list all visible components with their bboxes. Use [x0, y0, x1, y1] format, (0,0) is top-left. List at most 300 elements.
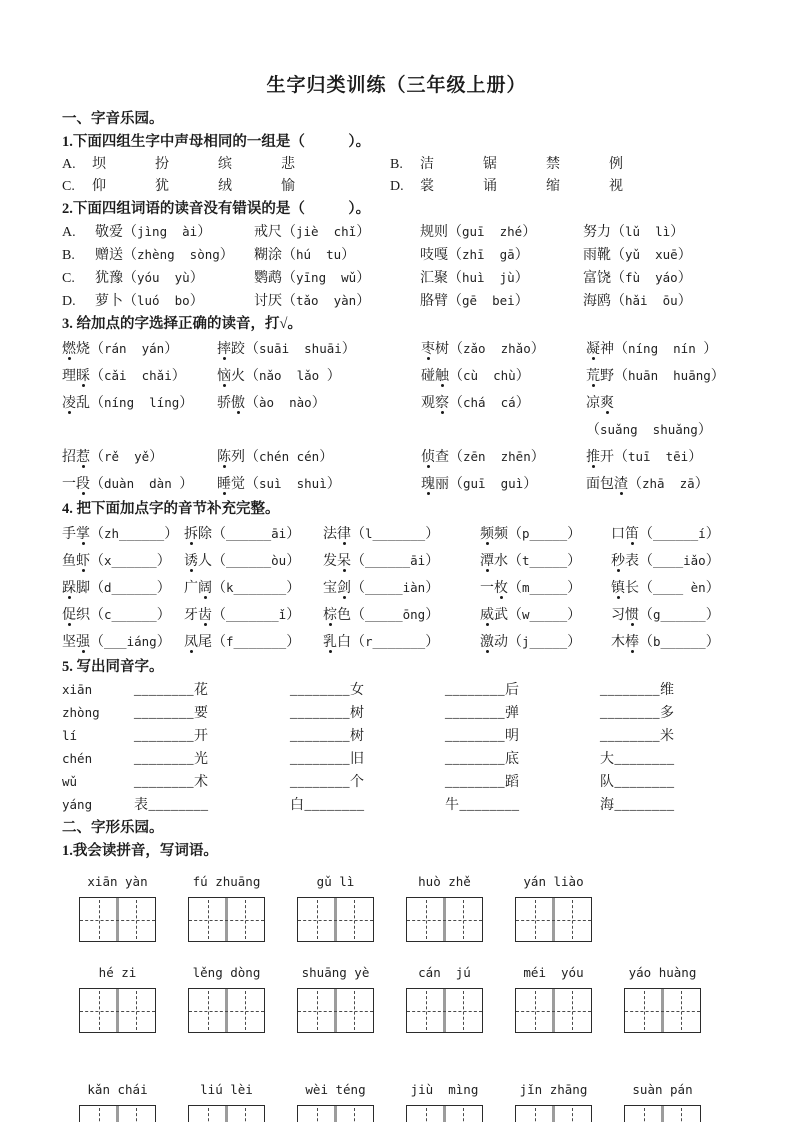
q2-item: 敬爱（jìng ài）	[95, 224, 212, 240]
writing-grid	[624, 988, 701, 1033]
writing-grid	[515, 897, 592, 942]
dotted-char: 跺	[62, 581, 76, 596]
dotted-char: 剑	[337, 581, 351, 596]
pinyin: c______	[104, 607, 157, 622]
pinyin: lǔ lì	[625, 224, 671, 239]
pinyin: ______òu	[226, 553, 287, 568]
hanzi-char: 锯	[483, 157, 497, 172]
q3-item: 推开（tuī tēi）	[586, 449, 703, 465]
dotted-char: 睬	[76, 369, 90, 384]
q2-header: 2.下面四组词语的读音没有错误的是（ ）。	[62, 201, 371, 217]
grid-pinyin: hé zi	[98, 965, 137, 980]
char: 豫	[109, 271, 123, 286]
q4-row	[62, 521, 731, 548]
grid-line	[116, 1106, 119, 1122]
word	[184, 527, 212, 542]
pinyin: k_______	[226, 580, 287, 595]
q1-option	[62, 154, 390, 176]
grid-line	[681, 1108, 682, 1122]
q3-item: 枣树（zǎo zhǎo）	[421, 341, 545, 357]
word	[583, 271, 611, 286]
option-label: A.	[62, 157, 76, 172]
q4-header: 4. 把下面加点字的音节补充完整。	[62, 501, 280, 517]
word	[217, 369, 245, 384]
dotted-char: 凌	[62, 396, 76, 411]
dotted-char: 呆	[337, 554, 351, 569]
char: 织	[76, 608, 90, 623]
char: 汇	[420, 271, 434, 286]
grid-pinyin: méi yóu	[523, 965, 584, 980]
dotted-char: 棒	[625, 635, 639, 650]
homophone-pinyin: chén	[62, 751, 93, 766]
char: 努	[583, 225, 597, 240]
grid-pinyin: cán jú	[418, 965, 471, 980]
pinyin: nǎo lǎo	[259, 368, 327, 383]
dotted-char: 激	[480, 635, 494, 650]
q3-item: 理睬（cǎi chǎi）	[62, 368, 186, 384]
q3-item: 面包渣（zhā zā）	[586, 476, 709, 492]
q4-item: 习惯（g______）	[611, 607, 720, 623]
homophone-blank: ________维	[600, 683, 675, 698]
pinyin: hǎi ōu	[625, 293, 678, 308]
homophone-blank: 白________	[290, 798, 365, 813]
word	[62, 581, 90, 596]
option-label: B.	[390, 157, 403, 172]
dotted-char: 傲	[231, 396, 245, 411]
pinyin: ào nào	[259, 395, 312, 410]
pinyin: guī guì	[463, 476, 524, 491]
char: 鹦	[254, 271, 268, 286]
word	[611, 527, 639, 542]
dotted-char: 枣	[421, 342, 435, 357]
word	[583, 294, 611, 309]
dotted-char: 凝	[586, 342, 600, 357]
dotted-char: 渣	[614, 477, 628, 492]
dotted-char: 律	[337, 527, 351, 542]
hanzi-char: 坝	[92, 157, 106, 172]
char: 口	[611, 527, 625, 542]
char: 嘎	[434, 248, 448, 263]
pinyin: chén cén	[259, 449, 320, 464]
word	[421, 369, 449, 384]
homophone-blank: ________弹	[445, 706, 520, 721]
q2-item: 讨厌（tǎo yàn）	[254, 293, 371, 309]
word	[95, 271, 123, 286]
dotted-char: 齿	[198, 608, 212, 623]
char: 坚	[62, 635, 76, 650]
dotted-char: 推	[586, 450, 600, 465]
pinyin: zǎo zhǎo	[463, 341, 531, 356]
q2-rows	[62, 221, 731, 313]
q4-item: 木棒（b______）	[611, 634, 720, 650]
q2-item: 赠送（zhèng sòng）	[95, 247, 234, 263]
pinyin: zēn zhēn	[463, 449, 531, 464]
word	[480, 581, 508, 596]
dotted-char: 侦	[421, 450, 435, 465]
q5-row	[62, 702, 731, 725]
char: 鸥	[597, 294, 611, 309]
q1-row	[62, 176, 731, 198]
option-label: C.	[62, 179, 75, 194]
char: 力	[597, 225, 611, 240]
pinyin: suāi shuāi	[259, 341, 342, 356]
char: 人	[198, 554, 212, 569]
char: 聚	[434, 271, 448, 286]
pinyin: guī zhé	[462, 224, 523, 239]
char: 觉	[231, 477, 245, 492]
q4-item: 促织（c______）	[62, 607, 171, 623]
char: 白	[337, 635, 351, 650]
homophone-blank: 队________	[600, 775, 675, 790]
pinyin: ______āi	[365, 553, 426, 568]
char: 观	[421, 396, 435, 411]
q3-item: 骄傲（ào nào）	[217, 395, 326, 411]
q4-item: 坚强（___iáng）	[62, 634, 171, 650]
grid-pinyin: lěng dòng	[192, 965, 261, 980]
word	[62, 554, 90, 569]
char: 神	[600, 342, 614, 357]
dotted-char: 诱	[184, 554, 198, 569]
dotted-char: 察	[435, 396, 449, 411]
homophone-pinyin: wǔ	[62, 774, 78, 789]
word	[420, 248, 448, 263]
hanzi-char: 例	[609, 157, 623, 172]
grid-item	[188, 1081, 265, 1122]
homophone-blank: ________要	[134, 706, 209, 721]
grid-item	[297, 873, 374, 942]
pinyin: zhā zā	[642, 476, 695, 491]
q3-item: 恼火（nǎo lǎo ）	[217, 368, 341, 384]
q3-item: 碰触（cù chù）	[421, 368, 530, 384]
word	[420, 225, 448, 240]
pinyin: w_____	[522, 607, 568, 622]
dotted-char: 枚	[494, 581, 508, 596]
grid-item	[515, 873, 592, 942]
q4-item: 宝剑（_____iàn）	[323, 580, 440, 596]
pinyin: d______	[104, 580, 157, 595]
dotted-char: 荒	[586, 369, 600, 384]
writing-grid	[406, 988, 483, 1033]
word	[217, 477, 245, 492]
section1-header: 一、字音乐园。	[62, 111, 164, 127]
q4-item: 激动（j_____）	[480, 634, 582, 650]
word	[184, 635, 212, 650]
word	[95, 248, 123, 263]
pinyin: yóu yù	[137, 270, 190, 285]
q3-item: 荒野（huān huāng）	[586, 368, 725, 384]
grid-pinyin: yáo huàng	[628, 965, 697, 980]
q1-option	[390, 154, 718, 176]
pinyin: luó bo	[137, 293, 190, 308]
word	[62, 396, 90, 411]
homophone-blank: ________底	[445, 752, 520, 767]
char: 丽	[435, 477, 449, 492]
grid-pinyin: suàn pán	[632, 1082, 693, 1097]
word	[323, 554, 351, 569]
char: 查	[435, 450, 449, 465]
char: 牙	[184, 608, 198, 623]
writing-grid	[297, 897, 374, 942]
word	[62, 635, 90, 650]
word	[62, 527, 90, 542]
hanzi-char: 禁	[546, 157, 560, 172]
homophone-pinyin: zhòng	[62, 705, 100, 720]
q5-row	[62, 725, 731, 748]
pinyin: t_____	[522, 553, 568, 568]
writing-grid	[515, 1105, 592, 1122]
homophone-blank: ________女	[290, 683, 365, 698]
grid-line	[535, 1108, 536, 1122]
hanzi-char: 绒	[218, 179, 232, 194]
q1-option	[62, 176, 390, 198]
section2-header: 二、字形乐园。	[62, 820, 164, 836]
char: 尺	[268, 225, 282, 240]
q3-item: 侦查（zēn zhēn）	[421, 449, 545, 465]
word	[254, 271, 282, 286]
word	[583, 248, 611, 263]
dotted-char: 爽	[600, 396, 614, 411]
char: 规	[420, 225, 434, 240]
page-title: 生字归类训练（三年级上册）	[266, 75, 527, 96]
q4-item: 潭水（t_____）	[480, 553, 582, 569]
pinyin: f_______	[226, 634, 287, 649]
q1-option	[390, 176, 718, 198]
word	[95, 294, 123, 309]
char: 开	[600, 450, 614, 465]
q3-row	[62, 471, 731, 498]
word	[217, 450, 245, 465]
char: 水	[494, 554, 508, 569]
q3-item: 凌乱（níng líng）	[62, 395, 194, 411]
pinyin: tuī tēi	[628, 449, 689, 464]
char: 尾	[198, 635, 212, 650]
hanzi-char: 裳	[420, 179, 434, 194]
q4-row	[62, 575, 731, 602]
q3-item: 凝神（níng nín ）	[586, 341, 718, 357]
pinyin: g______	[653, 607, 706, 622]
char: 犹	[95, 271, 109, 286]
dotted-char: 触	[435, 369, 449, 384]
pinyin: duàn dàn	[104, 476, 180, 491]
q2-item: 犹豫（yóu yù）	[95, 270, 204, 286]
word	[254, 248, 282, 263]
dotted-char: 拆	[184, 527, 198, 542]
grid-line	[443, 1106, 446, 1122]
pinyin: ____iǎo	[653, 553, 706, 568]
dotted-char: 秒	[611, 554, 625, 569]
grid-row	[79, 1081, 731, 1122]
char: 海	[583, 294, 597, 309]
homophone-blank: 牛________	[445, 798, 520, 813]
word	[586, 477, 628, 492]
pinyin: níng líng	[104, 395, 180, 410]
grid-row	[79, 964, 731, 1033]
q2-item: 吱嘎（zhī gā）	[420, 247, 529, 263]
char: 雨	[583, 248, 597, 263]
q5-row	[62, 748, 731, 771]
hanzi-char: 仰	[92, 179, 106, 194]
grid-line	[80, 920, 155, 921]
q3-row	[62, 363, 731, 390]
homophone-blank: ________树	[290, 706, 365, 721]
homophone-blank: ________旧	[290, 752, 365, 767]
writing-grid	[188, 1105, 265, 1122]
q4-item: 广阔（k_______）	[184, 580, 301, 596]
grid-pinyin: gǔ lì	[316, 874, 355, 889]
q2-item: 雨靴（yǔ xuē）	[583, 247, 692, 263]
homophone-blank: ________花	[134, 683, 209, 698]
pinyin: suì shuì	[259, 476, 327, 491]
grid-item	[79, 873, 156, 942]
char: 脚	[76, 581, 90, 596]
q4-item: 法律（l_______）	[323, 526, 440, 542]
homophone-blank: ________后	[445, 683, 520, 698]
grid-line	[354, 1108, 355, 1122]
q3-row	[62, 390, 731, 444]
q4-item: 威武（w_____）	[480, 607, 582, 623]
grid-line	[572, 1108, 573, 1122]
char: 凉	[586, 396, 600, 411]
pinyin: zhī gā	[462, 247, 515, 262]
q5-row	[62, 771, 731, 794]
q3-rows	[62, 336, 731, 498]
char: 爱	[109, 225, 123, 240]
writing-grid	[79, 1105, 156, 1122]
word	[421, 450, 449, 465]
pinyin: b______	[653, 634, 706, 649]
pinyin: zh______	[104, 526, 165, 541]
pinyin: huān huāng	[628, 368, 711, 383]
grid-pinyin: liú lèi	[200, 1082, 253, 1097]
grid-line	[298, 1011, 373, 1012]
dotted-char: 恼	[217, 369, 231, 384]
grid-pinyin: shuāng yè	[301, 965, 370, 980]
char: 鹉	[268, 271, 282, 286]
q2-item: 汇聚（huì jù）	[420, 270, 529, 286]
char: 碰	[421, 369, 435, 384]
word	[254, 225, 282, 240]
dotted-char: 潭	[480, 554, 494, 569]
char: 广	[184, 581, 198, 596]
grid-line	[516, 920, 591, 921]
char: 手	[62, 527, 76, 542]
char: 色	[337, 608, 351, 623]
hanzi-char: 缩	[546, 179, 560, 194]
option-label: A.	[62, 225, 76, 240]
hanzi-char: 悲	[281, 157, 295, 172]
word	[62, 369, 90, 384]
char: 敬	[95, 225, 109, 240]
homophone-pinyin: yáng	[62, 797, 93, 812]
char: 表	[625, 554, 639, 569]
grid-line	[245, 1108, 246, 1122]
dotted-char: 笛	[625, 527, 639, 542]
option-label: B.	[62, 248, 75, 263]
word	[583, 225, 611, 240]
char: 烧	[76, 342, 90, 357]
grid-line	[99, 1108, 100, 1122]
grid-item	[406, 964, 483, 1033]
q3-row	[62, 336, 731, 363]
char: 野	[600, 369, 614, 384]
q4-item: 棕色（_____ōng）	[323, 607, 440, 623]
dotted-char: 促	[62, 608, 76, 623]
char: 发	[323, 554, 337, 569]
char: 糊	[254, 248, 268, 263]
grid-item	[406, 873, 483, 942]
char: 鱼	[62, 554, 76, 569]
pinyin: gē bei	[462, 293, 515, 308]
word	[62, 342, 90, 357]
grid-item	[79, 964, 156, 1033]
homophone-blank: ________明	[445, 729, 520, 744]
hanzi-char: 洁	[420, 157, 434, 172]
char: 萝	[95, 294, 109, 309]
char: 涂	[268, 248, 282, 263]
word	[586, 369, 614, 384]
word	[184, 554, 212, 569]
q2-item: 胳臂（gē bei）	[420, 293, 529, 309]
q2-item: 努力（lǔ lì）	[583, 224, 685, 240]
pinyin: ______í	[653, 526, 706, 541]
q3-item: 摔跤（suāi shuāi）	[217, 341, 356, 357]
dotted-char: 乳	[323, 635, 337, 650]
pinyin: rě yě	[104, 449, 150, 464]
word	[420, 271, 448, 286]
writing-grid	[188, 897, 265, 942]
q4-item: 秒表（____iǎo）	[611, 553, 720, 569]
q2-row	[62, 267, 731, 290]
word	[586, 450, 614, 465]
homophone-blank: ________术	[134, 775, 209, 790]
section2-q1-header: 1.我会读拼音，写词语。	[62, 843, 218, 859]
word	[323, 608, 351, 623]
grid-pinyin: kǎn chái	[87, 1082, 148, 1097]
pinyin: yǔ xuē	[625, 247, 678, 262]
word	[323, 581, 351, 596]
char: 木	[611, 635, 625, 650]
dotted-char: 掌	[76, 527, 90, 542]
homophone-blank: ________多	[600, 706, 675, 721]
char: 臂	[434, 294, 448, 309]
char: 列	[231, 450, 245, 465]
homophone-blank: ________个	[290, 775, 365, 790]
char: 招	[62, 450, 76, 465]
grid-line	[407, 1011, 482, 1012]
q3-item: 睡觉（suì shuì）	[217, 476, 341, 492]
q3-row	[62, 444, 731, 471]
grid-pinyin: jǐn zhāng	[519, 1082, 588, 1097]
q4-item: 跺脚（d______）	[62, 580, 171, 596]
char: 面	[586, 477, 600, 492]
char: 一	[62, 477, 76, 492]
dotted-char: 棕	[323, 608, 337, 623]
q1-options	[62, 154, 731, 198]
word	[254, 294, 282, 309]
option-label: D.	[62, 294, 76, 309]
pinyin: r_______	[365, 634, 426, 649]
dotted-char: 镇	[611, 581, 625, 596]
q3-item: 瑰丽（guī guì）	[421, 476, 538, 492]
writing-grid	[406, 897, 483, 942]
word	[421, 342, 449, 357]
word	[184, 581, 212, 596]
writing-grid	[406, 1105, 483, 1122]
q2-item: 规则（guī zhé）	[420, 224, 537, 240]
word	[611, 554, 639, 569]
grid-line	[334, 1106, 337, 1122]
writing-grid	[297, 1105, 374, 1122]
